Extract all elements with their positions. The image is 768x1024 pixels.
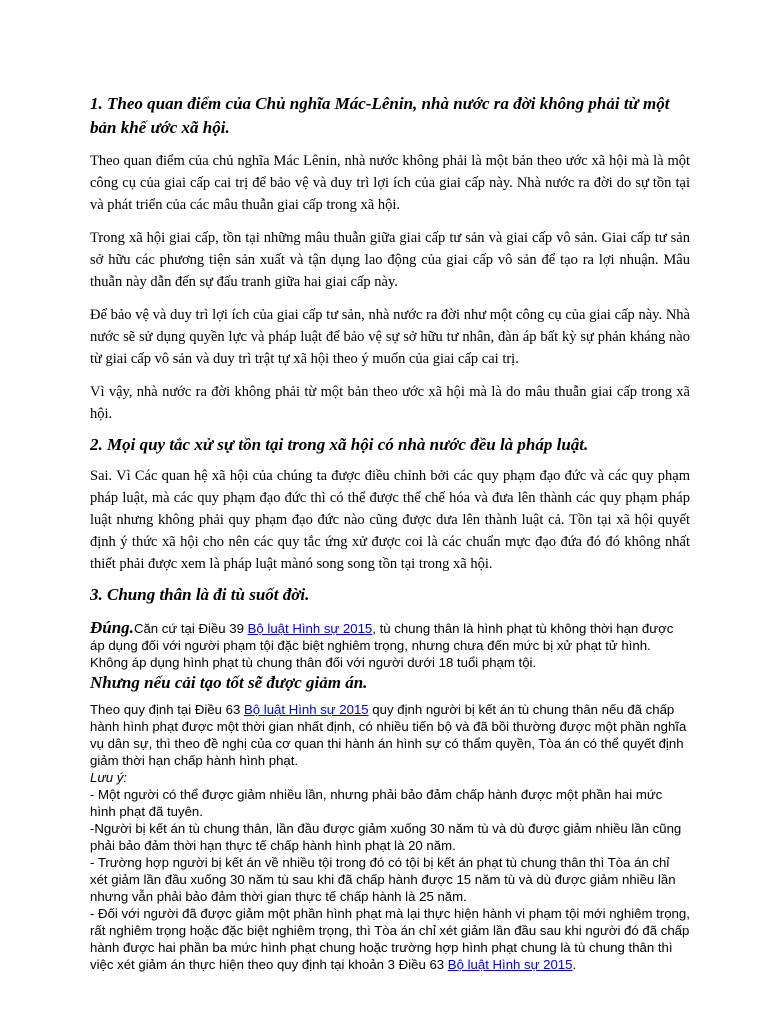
section-2-heading: 2. Mọi quy tắc xử sự tồn tại trong xã hội có nhà nước đều là pháp luật. [90,435,589,454]
note-item-2: -Người bị kết án tù chung thân, lần đầu được giảm xuống 30 năm tù và dù được giảm nhiều lần cũng phải bảo đảm thời hạn thực tế chấp hành hình phạt là 20 năm. [90,821,682,853]
note-label: Lưu ý: [90,770,127,785]
section-3-subheading: Nhưng nếu cải tạo tốt sẽ được giảm án. [90,673,368,692]
criminal-code-link[interactable]: Bộ luật Hình sự 2015 [243,702,369,717]
paragraph-text: , tù chung thân là hình phạt tù không thời hạn được áp dụng đối với người phạm tội đặc biệt nghiêm trọng, nhưng chưa đến mức bị xử phạt tử hình. Không áp dụng hình phạt tù chung thân đối với người dưới 18 tuổi phạm tội. [90,621,674,670]
section-3-paragraph-1 [90,619,690,671]
paragraph-text: quy định người bị kết án tù chung thân nếu đã chấp hành hình phạt được một thời gian nhất định, có nhiều tiến bộ và đã bồi thường được một phần nghĩa vụ dân sự, thì theo đề nghị của cơ quan thi hành án hình sự có thẩm quyền, Tòa án có thể quyết định giảm thời hạn chấp hành hình phạt. [90,702,687,768]
note-item-1: - Một người có thể được giảm nhiều lần, nhưng phải bảo đảm chấp hành được một phần hai mức hình phạt đã tuyên. [90,787,663,819]
section-1-paragraph-3: Để bảo vệ và duy trì lợi ích của giai cấp tư sản, nhà nước ra đời như một công cụ của giai cấp này. Nhà nước sẽ sử dụng quyền lực và pháp luật để bảo vệ sự sở hữu tư nhân, đàn áp bất kỳ sự phản kháng nào từ giai cấp vô sản và duy trì trật tự xã hội theo ý muốn của giai cấp cai trị. [90,307,690,367]
document-body [90,92,690,973]
note-text: . [572,957,577,972]
note-text: - Đối với người đã được giảm một phần hình phạt mà lại thực hiện hành vi phạm tội mới nghiêm trọng, rất nghiêm trọng hoặc đặc biệt nghiêm trọng, thì Tòa án chỉ xét giảm lần đầu sau khi người đó đã chấp hành được hai phần ba mức hình phạt chung hoặc trường hợp hình phạt chung là tù chung thân thì việc xét giảm án thực hiện theo quy định tại khoản 3 Điều 63 [90,906,690,972]
section-3-heading: 3. Chung thân là đi tù suốt đời. [90,585,310,604]
paragraph-text: Theo quy định tại Điều 63 [90,702,244,717]
paragraph-text: Căn cứ tại Điều 39 [133,621,248,636]
section-1-paragraph-1: Theo quan điểm của chủ nghĩa Mác Lênin, nhà nước không phải là một bản theo ước xã hội mà là một công cụ của giai cấp cai trị để bảo vệ và duy trì lợi ích của giai cấp này. Nhà nước ra đời do sự tồn tại và phát triển của các mâu thuẫn giai cấp trong xã hội. [90,153,690,213]
note-item-3: - Trường hợp người bị kết án về nhiều tội trong đó có tội bị kết án phạt tù chung thân thì Tòa án chỉ xét giảm lần đầu xuống 30 năm tù sau khi đã chấp hành được 15 năm tù và dù được giảm nhiều lần nhưng vẫn phải bảo đảm thời gian thực tế chấp hành là 25 năm. [90,855,676,904]
section-1-paragraph-4: Vì vậy, nhà nước ra đời không phải từ một bản theo ước xã hội mà là do mâu thuẫn giai cấp trong xã hội. [90,384,690,422]
criminal-code-link[interactable]: Bộ luật Hình sự 2015 [247,621,373,636]
section-1-heading: 1. Theo quan điểm của Chủ nghĩa Mác-Lênin, nhà nước ra đời không phải từ một bản khế ước xã hội. [90,94,670,137]
note-item-4 [90,905,690,973]
criminal-code-link[interactable]: Bộ luật Hình sự 2015 [447,957,573,972]
section-1-paragraph-2: Trong xã hội giai cấp, tồn tại những mâu thuẫn giữa giai cấp tư sản và giai cấp vô sản. Giai cấp tư sản sở hữu các phương tiện sản xuất và tận dụng lao động của giai cấp vô sản để tạo ra lợi nhuận. Mâu thuẫn này dẫn đến sự đấu tranh giữa hai giai cấp này. [90,230,690,290]
verdict-label: Đúng. [90,618,134,637]
section-3-paragraph-2 [90,701,690,769]
section-2-paragraph: Sai. Vì Các quan hệ xã hội của chúng ta được điều chỉnh bởi các quy phạm đạo đức và các quy phạm pháp luật, mà các quy phạm đạo đức thì có thể được thể chế hóa và đưa lên thành các quy phạm pháp luật nhưng không phải quy phạm đạo đức nào cũng được dưa lên thành luật cả. Tồn tại xã hội quyết định ý thức xã hội cho nên các quy tắc ứng xử được coi là các chuẩn mực đạo đứa đó đó không nhất thiết phải được xem là pháp luật mànó song song tồn tại trong xã hội. [90,468,690,572]
